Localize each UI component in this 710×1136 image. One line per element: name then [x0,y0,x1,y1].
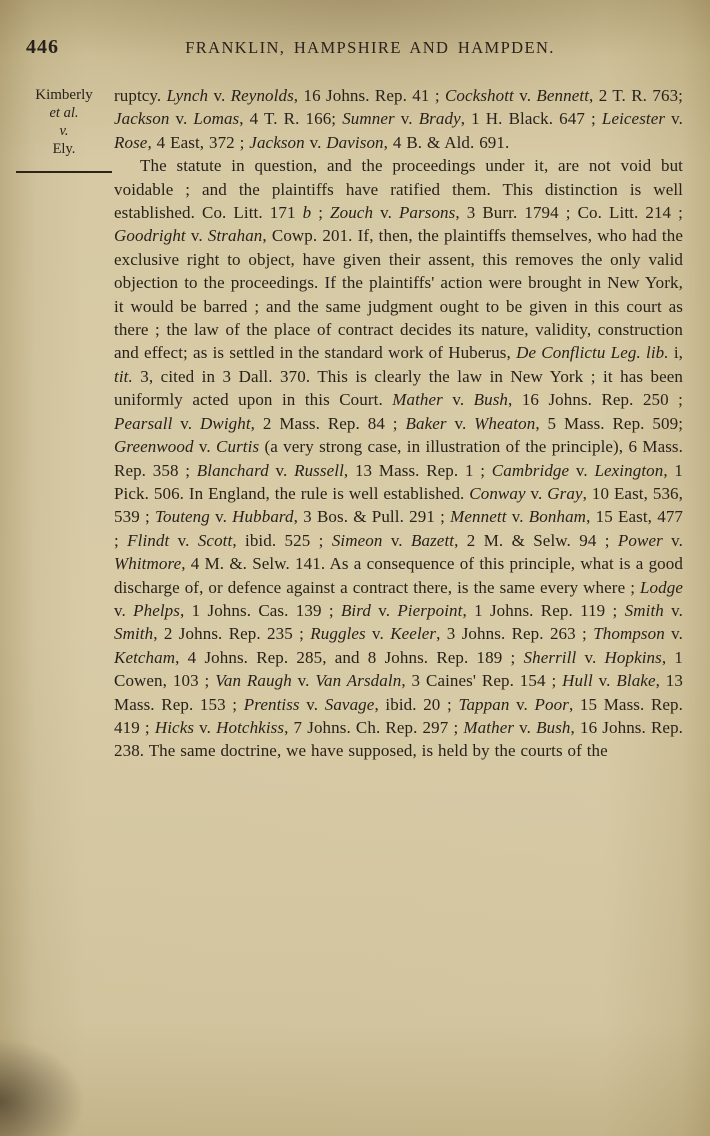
case-name-italic: Touteng [155,507,210,527]
case-name-italic: Thompson [593,624,665,644]
case-name-italic: Phelps [133,600,180,620]
body-run: , 1 H. Black. 647 ; [460,109,602,129]
body-run: v. [506,507,529,527]
case-name-italic: Blanchard [196,460,269,480]
body-run: , 16 Johns. Rep. 238. The same doctrine, we have supposed, is held by the courts of the [114,717,684,761]
body-run: v. [370,600,398,620]
case-name-italic: Bush [473,390,509,410]
body-run: , 3 Caines' Rep. 154 ; [401,671,563,691]
body-run: v. [373,203,399,223]
body-run: v. [193,437,217,457]
body-run: , 5 Mass. Rep. 509; [535,413,684,433]
body-run: The statute in question, and the proceedings under it, are not void but voidable ; and the plaintiffs have ratified them. This distinction is well established. Co. Litt. 171 [114,156,683,223]
body-run: v. [662,530,683,550]
body-run: v. [114,600,134,620]
case-name-italic: Parsons [398,203,456,223]
body-run: ruptcy. [114,86,167,105]
body-run: , 15 Mass. Rep. 419 ; [114,694,683,737]
case-name-italic: Wheaton [474,413,536,433]
case-name-italic: b [302,203,312,223]
case-name-italic: Bush [536,717,571,737]
case-name-italic: Davison [326,132,384,152]
case-name-italic: Jackson [249,132,305,152]
body-run: v. [172,413,200,433]
case-name-italic: Hopkins [604,647,662,667]
body-run: v. [664,624,683,644]
margin-note [16,86,112,173]
body-run: v. [208,86,231,105]
body-run: v. [365,624,391,644]
case-name-italic: Cockshott [444,86,514,105]
body-run: v. [169,109,194,129]
case-name-italic: Savage [324,694,375,714]
body-run: , 4 B. & Ald. 691. [383,132,510,152]
body-run: v. [514,717,537,737]
case-name-italic: Power [617,530,663,550]
case-name-italic: Strahan [207,226,263,246]
page-number: 446 [26,36,59,58]
case-name-italic: Sherrill [523,647,577,667]
body-run: i, [668,343,683,363]
case-name-italic: Jackson [114,109,170,129]
body-run: , ibid. 525 ; [232,530,332,550]
body-run: , 1 Johns. Cas. 139 ; [180,600,341,620]
case-name-italic: Reynolds [230,86,294,105]
body-run: , 1 Cowen, 103 ; [114,647,684,691]
case-name-italic: Prentiss [243,694,300,714]
case-name-italic: Mather [392,390,443,410]
case-name-italic: Hubbard [232,507,294,527]
case-name-italic: Pearsall [114,413,173,433]
paragraph [114,154,683,763]
body-run: v. [394,109,419,129]
body-run: , Cowp. 201. If, then, the plaintiffs themselves, who had the exclusive right to object, have given their assent, this removes the only valid objection to the proceedings. If the plaintiffs' action were brought in New York, it would be barred ; and the same judgment ought to be given in this court as there ; the law of the place of contract decides its nature, validity, construction and effect; as is settled in the standard work of Huberus, [114,226,683,363]
body-run: , 1 Johns. Rep. 119 ; [462,600,625,620]
body-run: v. [665,109,684,129]
case-name-italic: Van Arsdaln [315,671,402,691]
case-name-italic: Greenwood [114,437,194,457]
body-run: v. [576,647,605,667]
margin-note-rule [16,171,112,173]
margin-note-line: Ely. [52,141,76,157]
case-name-italic: Baker [405,413,447,433]
case-name-italic: Sumner [342,109,395,129]
case-name-italic: Rose [114,132,148,152]
case-name-italic: Whitmore [114,554,182,574]
body-run: v. [442,390,474,410]
body-text [114,84,683,763]
body-run: , 15 East, 477 ; [114,507,684,550]
body-run: v. [446,413,475,433]
margin-note-line: v. [59,123,69,139]
body-run: v. [304,132,327,152]
margin-note-line: et al. [49,105,79,121]
body-run: , 3 Bos. & Pull. 291 ; [293,507,451,527]
body-run: 3, cited in 3 Dall. 370. This is clearly the law in New York ; it has been uniformly acted upon in this Court. [114,366,683,410]
case-name-italic: Hotchkiss [216,717,285,737]
case-name-italic: Tappan [458,694,510,714]
body-run: v. [663,600,683,620]
body-run: , 7 Johns. Ch. Rep. 297 ; [284,717,464,737]
body-run: , 4 East, 372 ; [147,132,250,152]
body-run: , 13 Mass. Rep. 153 ; [114,671,684,714]
case-name-italic: Lodge [640,577,683,597]
running-title: FRANKLIN, HAMPSHIRE AND HAMPDEN. [185,38,555,57]
body-run: , 13 Mass. Rep. 1 ; [343,460,492,480]
body-run: , 10 East, 536, 539 ; [114,483,683,527]
page-header [0,34,710,64]
body-run: , 3 Burr. 1794 ; Co. Litt. 214 ; [455,203,683,223]
case-name-italic: Mather [463,717,515,737]
case-name-italic: Ruggles [310,624,366,644]
case-name-italic: Lexington [594,460,664,480]
case-name-italic: Bazett [411,530,455,550]
case-name-italic: Bennett [536,86,590,105]
margin-note-case-name [16,86,112,158]
case-name-italic: Leicester [601,109,666,129]
case-name-italic: Dwight [200,413,251,433]
body-run: ; [311,203,331,223]
case-name-italic: Pierpoint [397,600,463,620]
case-name-italic: Smith [114,624,154,644]
case-name-italic: Lynch [166,86,209,105]
case-name-italic: Cambridge [491,460,570,480]
body-run: v. [169,530,198,550]
case-name-italic: Curtis [216,437,260,457]
body-run: v. [209,507,233,527]
body-run: v. [509,694,535,714]
body-run: v. [592,671,617,691]
body-run: v. [291,671,316,691]
case-name-italic: Van Raugh [215,671,292,691]
margin-note-line: Kimberly [35,87,93,103]
body-run: (a very strong case, in illustration of the principle), 6 Mass. Rep. 358 ; [114,437,683,480]
case-name-italic: Goodright [114,226,186,246]
case-name-italic: Mennett [450,507,507,527]
body-run: v. [299,694,325,714]
case-name-italic: Hull [562,671,593,691]
case-name-italic: Zouch [330,203,374,223]
body-run: , ibid. 20 ; [374,694,459,714]
body-run: , 16 Johns. Rep. 250 ; [508,390,684,410]
body-run: , 2 Johns. Rep. 235 ; [153,624,311,644]
case-name-italic: Bonham [528,507,587,527]
case-name-italic: Simeon [331,530,383,550]
case-name-italic: Flindt [127,530,170,550]
case-name-italic: Brady [418,109,461,129]
body-run: v. [513,86,537,105]
body-run: , 4 M. &. Selw. 141. As a consequence of this principle, what is a good discharge of, or defence against a contract there, is the same every where ; [114,554,683,597]
case-name-italic: Russell [294,460,344,480]
body-run: , 2 T. R. 763; [589,86,683,105]
body-run: , 4 Johns. Rep. 285, and 8 Johns. Rep. 189 ; [175,647,524,667]
paragraph [114,84,683,154]
case-name-italic: Smith [624,600,664,620]
case-name-italic: Hicks [154,717,195,737]
body-run: v. [268,460,295,480]
case-name-italic: Ketcham [114,647,176,667]
body-run: , 4 T. R. 166; [239,109,343,129]
body-run: v. [382,530,411,550]
body-run: v. [185,226,208,246]
case-name-italic: Keeler [390,624,437,644]
case-name-italic: Bird [340,600,371,620]
body-run: , 16 Johns. Rep. 41 ; [293,86,445,105]
case-name-italic: Poor [534,694,569,714]
case-name-italic: Blake [616,671,656,691]
case-name-italic: Conway [469,483,526,503]
body-run: , 3 Johns. Rep. 263 ; [436,624,594,644]
body-run: v. [569,460,595,480]
body-run: , 1 Pick. 506. In England, the rule is well established. [114,460,684,503]
case-name-italic: tit. [114,366,133,386]
case-name-italic: Gray [547,483,583,503]
case-name-italic: Scott [197,530,233,550]
body-run: v. [525,483,548,503]
body-run: , 2 Mass. Rep. 84 ; [250,413,406,433]
case-name-italic: Lomas [193,109,240,129]
case-name-italic: De Conflictu Leg. lib. [516,343,669,363]
body-run: , 2 M. & Selw. 94 ; [454,530,618,550]
body-run: v. [194,717,217,737]
